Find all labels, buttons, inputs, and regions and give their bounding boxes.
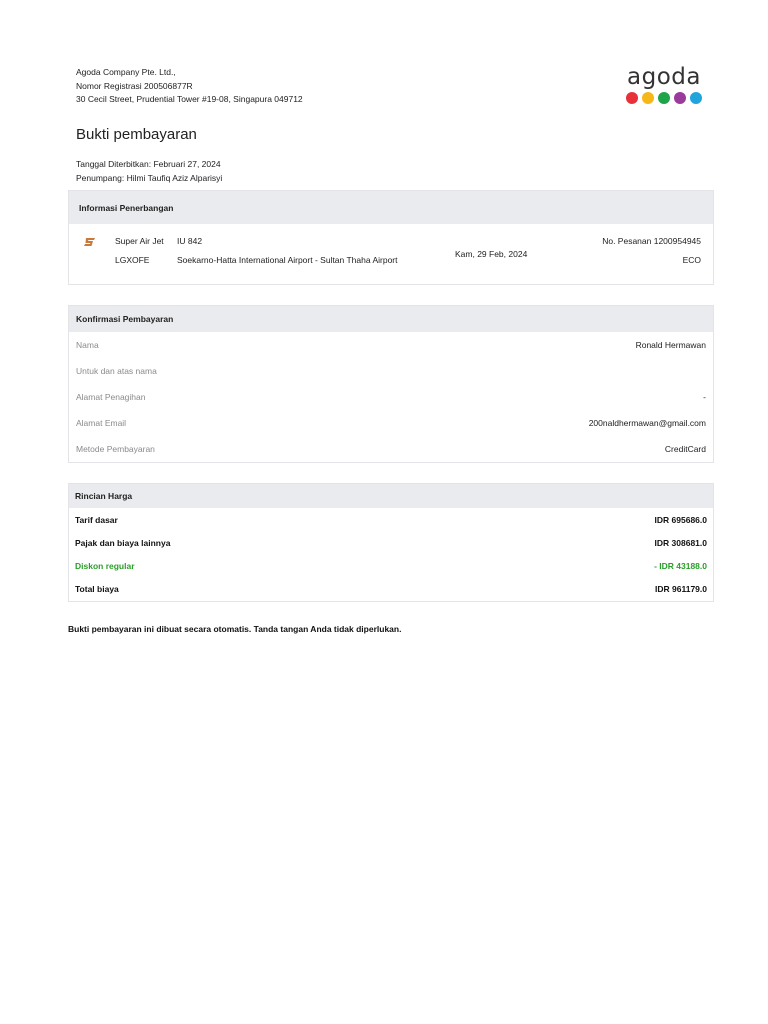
price-details-panel [68, 483, 714, 602]
document-meta [76, 157, 222, 185]
booking-code: LGXOFE [115, 255, 150, 265]
price-row-total [69, 577, 713, 600]
payment-confirmation-panel [68, 305, 714, 463]
payment-row-name [69, 332, 713, 358]
flight-info-heading: Informasi Penerbangan [69, 191, 713, 224]
price-value: - IDR 43188.0 [654, 560, 707, 571]
price-label: Total biaya [75, 583, 119, 594]
logo-dot-blue [690, 92, 702, 104]
payment-row-email [69, 410, 713, 436]
payment-value: Ronald Hermawan [635, 340, 706, 350]
logo-dot-red [626, 92, 638, 104]
logo-wordmark: agoda [627, 64, 701, 90]
payment-value: 200naldhermawan@gmail.com [588, 418, 706, 428]
order-number: No. Pesanan 1200954945 [602, 236, 701, 246]
agoda-logo [622, 64, 706, 104]
price-value: IDR 695686.0 [654, 514, 707, 525]
price-label: Pajak dan biaya lainnya [75, 537, 171, 548]
flight-info-panel [68, 190, 714, 285]
flight-number: IU 842 [177, 236, 203, 246]
price-label: Tarif dasar [75, 514, 118, 525]
airline-name: Super Air Jet [115, 236, 164, 246]
logo-dot-green [658, 92, 670, 104]
footer-note: Bukti pembayaran ini dibuat secara otomatis. Tanda tangan Anda tidak diperlukan. [68, 624, 402, 634]
company-info [76, 66, 303, 107]
flight-route: Soekarno-Hatta International Airport - Sultan Thaha Airport [177, 255, 398, 265]
price-value: IDR 961179.0 [655, 583, 707, 594]
passenger-name: Penumpang: Hilmi Taufiq Aziz Alparisyi [76, 173, 223, 183]
payment-row-method [69, 436, 713, 462]
payment-value: - [703, 392, 706, 402]
payment-label: Metode Pembayaran [76, 444, 155, 454]
price-heading: Rincian Harga [69, 484, 713, 508]
logo-dots [622, 92, 706, 104]
cabin-class: ECO [682, 255, 701, 265]
payment-label: Untuk dan atas nama [76, 366, 157, 376]
page-title: Bukti pembayaran [76, 126, 197, 143]
company-name: Agoda Company Pte. Ltd., [76, 67, 176, 77]
payment-row-billing-address [69, 384, 713, 410]
logo-dot-purple [674, 92, 686, 104]
price-label: Diskon regular [75, 560, 135, 571]
company-registration: Nomor Registrasi 200506877R [76, 80, 193, 91]
payment-label: Nama [76, 340, 99, 350]
company-address: 30 Cecil Street, Prudential Tower #19-08, Singapura 049712 [76, 94, 303, 105]
issue-date: Tanggal Diterbitkan: Februari 27, 2024 [76, 159, 221, 169]
price-row-discount [69, 554, 713, 577]
price-row-base-fare [69, 508, 713, 531]
price-value: IDR 308681.0 [654, 537, 707, 548]
super-air-jet-logo-icon [83, 234, 97, 244]
flight-date: Kam, 29 Feb, 2024 [455, 249, 528, 259]
price-row-taxes [69, 531, 713, 554]
payment-row-on-behalf [69, 358, 713, 384]
payment-label: Alamat Email [76, 418, 127, 428]
payment-label: Alamat Penagihan [76, 392, 146, 402]
payment-heading: Konfirmasi Pembayaran [69, 306, 713, 332]
payment-value: CreditCard [664, 444, 706, 454]
logo-dot-yellow [642, 92, 654, 104]
